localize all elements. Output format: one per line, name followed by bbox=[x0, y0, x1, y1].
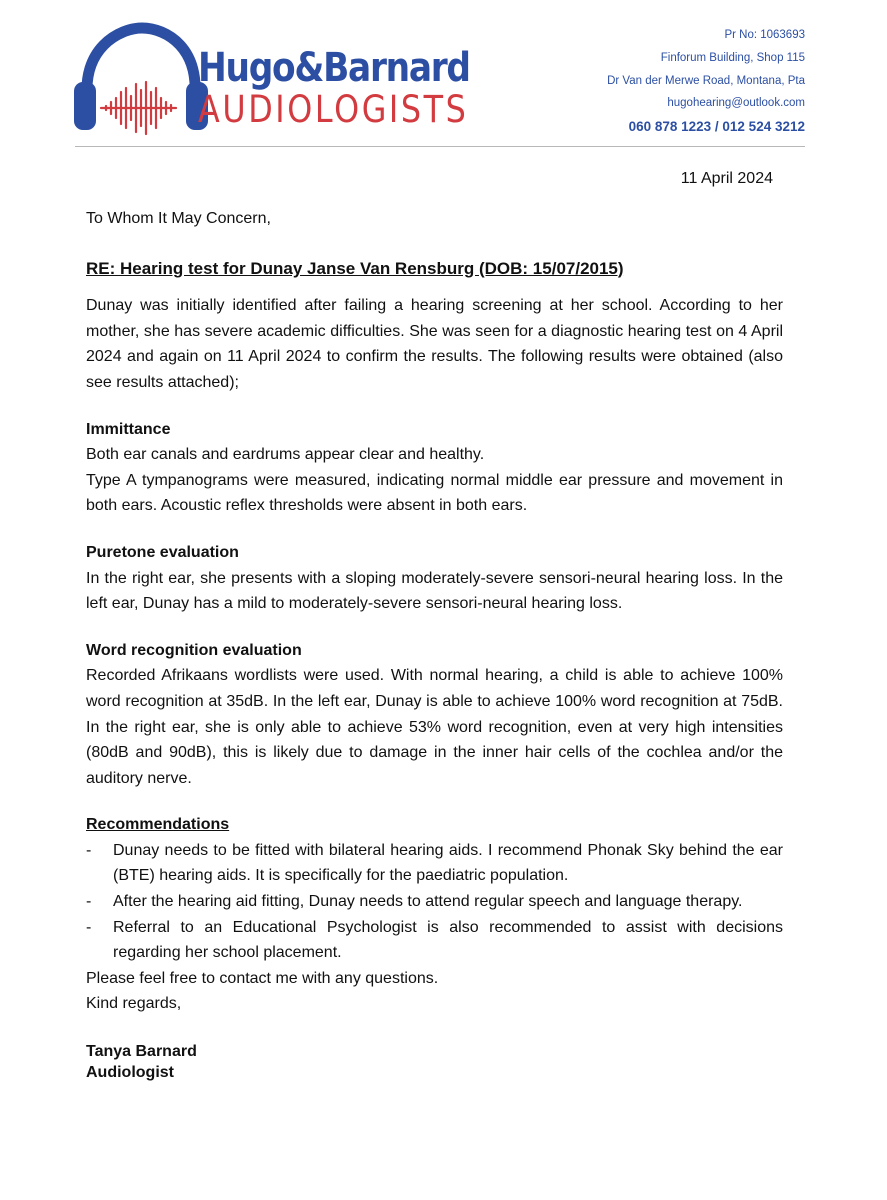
immittance-section bbox=[86, 417, 783, 519]
closing-line: Please feel free to contact me with any questions. bbox=[86, 969, 439, 987]
immittance-line-1: Both ear canals and eardrums appear clear and healthy. bbox=[86, 446, 485, 464]
bullet-dash: - bbox=[86, 918, 92, 936]
address-line-1: Finforum Building, Shop 115 bbox=[660, 51, 805, 64]
brand-name: Hugo&Barnard bbox=[198, 45, 470, 91]
signature-block bbox=[86, 1041, 783, 1083]
letter-body bbox=[86, 206, 783, 1083]
puretone-section bbox=[86, 540, 783, 617]
recommendation-text: Dunay needs to be fitted with bilateral hearing aids. I recommend Phonak Sky behind the ear (BTE) hearing aids. It is specifically for the paediatric population. bbox=[113, 841, 783, 885]
intro-paragraph: Dunay was initially identified after failing a hearing screening at her school. According to her mother, she has severe academic difficulties. She was seen for a diagnostic hearing test on 4 April 2024 and again on 11 April 2024 to confirm the results. The following results were obtained (also see results attached); bbox=[86, 297, 783, 391]
contact-block bbox=[607, 24, 805, 139]
bullet-dash: - bbox=[86, 893, 92, 911]
signer-title: Audiologist bbox=[86, 1064, 174, 1082]
phone-numbers: 060 878 1223 / 012 524 3212 bbox=[628, 119, 805, 135]
salutation: To Whom It May Concern, bbox=[86, 210, 271, 227]
kind-regards: Kind regards, bbox=[86, 995, 182, 1013]
recommendations-heading: Recommendations bbox=[86, 816, 230, 834]
list-item bbox=[86, 889, 783, 915]
letter-date: 11 April 2024 bbox=[680, 170, 773, 187]
word-recognition-text: Recorded Afrikaans wordlists were used. With normal hearing, a child is able to achieve 100% word recognition at 35dB. In the left ear, Dunay is able to achieve 100% word recognition at 75dB. In the right ear, she is only able to achieve 53% word recognition, even at very high intensities (80dB and 90dB), this is likely due to damage in the inner hair cells of the cochlea and/or the auditory nerve. bbox=[86, 667, 783, 787]
immittance-line-2: Type A tympanograms were measured, indicating normal middle ear pressure and movement in both ears. Acoustic reflex thresholds were absent in both ears. bbox=[86, 471, 783, 515]
list-item bbox=[86, 915, 783, 966]
recommendation-text: Referral to an Educational Psychologist is also recommended to assist with decisions regarding her school placement. bbox=[113, 918, 783, 962]
signer-name: Tanya Barnard bbox=[86, 1043, 197, 1061]
recommendation-text: After the hearing aid fitting, Dunay needs to attend regular speech and language therapy. bbox=[113, 893, 743, 911]
email-address: hugohearing@outlook.com bbox=[667, 97, 805, 110]
subject-line: RE: Hearing test for Dunay Janse Van Rensburg (DOB: 15/07/2015) bbox=[86, 258, 624, 278]
bullet-dash: - bbox=[86, 841, 92, 859]
list-item bbox=[86, 838, 783, 889]
immittance-heading: Immittance bbox=[86, 420, 171, 438]
headphones-logo-icon bbox=[70, 18, 210, 138]
address-line-2: Dr Van der Merwe Road, Montana, Pta bbox=[607, 74, 805, 87]
word-recognition-section bbox=[86, 638, 783, 792]
recommendations-list bbox=[86, 838, 783, 966]
letterhead bbox=[0, 0, 887, 160]
brand-wordmark bbox=[198, 46, 514, 130]
brand-subtitle: AUDIOLOGISTS bbox=[198, 88, 469, 131]
puretone-text: In the right ear, she presents with a sloping moderately-severe sensori-neural hearing loss. In the left ear, Dunay has a mild to moderately-severe sensori-neural hearing loss. bbox=[86, 569, 783, 613]
word-recognition-heading: Word recognition evaluation bbox=[86, 641, 302, 659]
header-divider bbox=[75, 146, 805, 147]
recommendations-section bbox=[86, 812, 783, 966]
practice-number: Pr No: 1063693 bbox=[724, 29, 805, 41]
puretone-heading: Puretone evaluation bbox=[86, 543, 239, 561]
